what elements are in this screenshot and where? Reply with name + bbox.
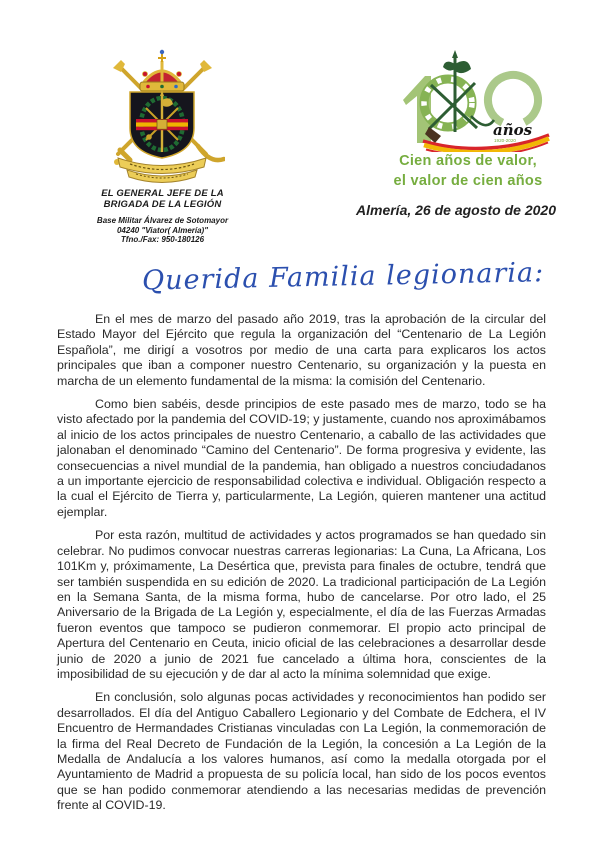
centenary-dates-small: 1920-2020	[494, 138, 516, 143]
sender-address-line1: Base Militar Álvarez de Sotomayor	[96, 216, 229, 225]
sender-title-line1: EL GENERAL JEFE DE LA	[101, 188, 224, 199]
slogan-line1: Cien años de valor,	[399, 153, 537, 169]
body-paragraph: En el mes de marzo del pasado año 2019, tras la aprobación de la circular del Estado Mayor del Ejército que regula la organización del “Centenario de La Legión Española”, me dirigí a vosotros por medio de una carta para explicaros los actos principales que iban a componer nuestro Centenario, su organización y la puesta en marcha de un elemento fundamental de la misma: la comisión del Centenario.	[57, 312, 546, 388]
sender-title-line2: BRIGADA DE LA LEGIÓN	[103, 199, 222, 210]
body-paragraph: Por esta razón, multitud de actividades y actos programados se han quedado sin celebrar. No pudimos convocar nuestras carreras legionarias: La Cuna, La Africana, Los 101Km y, próximamente, La Desértica que, prevista para finales de octubre, tendrá que ser también suspendida en su edición de 2020. La tradicional participación de La Legión en la Semana Santa, de la misma forma, hubo de cancelarse. Por otro lado, el 25 Aniversario de la Brigada de La Legión y, especialmente, el día de las Fuerzas Armadas fueron eventos que tampoco se pudieron conmemorar. El propio acto principal de Apertura del Centenario en Ceuta, inicio oficial de las celebraciones a desarrollar desde junio de 2020 a junio de 2021 fue cancelado a última hora, conscientes de la imposibilidad de su ejecución y de dar al acto la mínima solemnidad que exige.	[57, 528, 546, 681]
sender-phone: Tfno./Fax: 950-180126	[120, 235, 205, 244]
body-paragraph: Como bien sabéis, desde principios de este pasado mes de marzo, todo se ha visto afectado por la pandemia del COVID-19; y justamente, cuando nos aproximábamos al inicio de los actos principales de nuestro Centenario, a caballo de las actividades que jalonaban el denominado “Camino del Centenario”. De forma progresiva y evidente, las consecuencias a nivel mundial de la pandemia, han obligado a nuestros conciudadanos a un importante ejercicio de responsabilidad colectiva e individual. Obligación respecto a la cual el Ejército de Tierra y, particularmente, La Legión, quieren mantener una actitud ejemplar.	[57, 397, 547, 519]
handwritten-salutation: Querida Familia legionaria:	[141, 257, 545, 297]
centenary-slogan	[378, 151, 558, 191]
legion-brigade-crest-icon	[100, 46, 225, 184]
anos-label: años	[493, 121, 533, 139]
centenary-100-logo-icon	[393, 50, 563, 152]
body-paragraph: En conclusión, solo algunas pocas actividades y reconocimientos han podido ser desarrollados. El día del Antiguo Caballero Legionario y del Combate de Edchera, el IV Encuentro de Hermandades Cristianas vinculadas con La Legión, la conmemoración de la firma del Real Decreto de Fundación de la Legión, la concesión a La Legión de la Medalla de Andalucía a los valores humanos, así como la medalla otorgada por el Ayuntamiento de Madrid a propuesta de su policía local, han sido de los pocos eventos que se han podido conmemorar atendiendo a las necesarias medidas de prevención frente al COVID-19.	[57, 690, 546, 813]
sender-block	[60, 188, 265, 245]
dateline: Almería, 26 de agosto de 2020	[356, 202, 556, 218]
letter-body	[57, 312, 546, 822]
slogan-line2: el valor de cien años	[393, 173, 543, 189]
sender-address-line2: 04240 "Viator( Almería)"	[116, 225, 209, 235]
